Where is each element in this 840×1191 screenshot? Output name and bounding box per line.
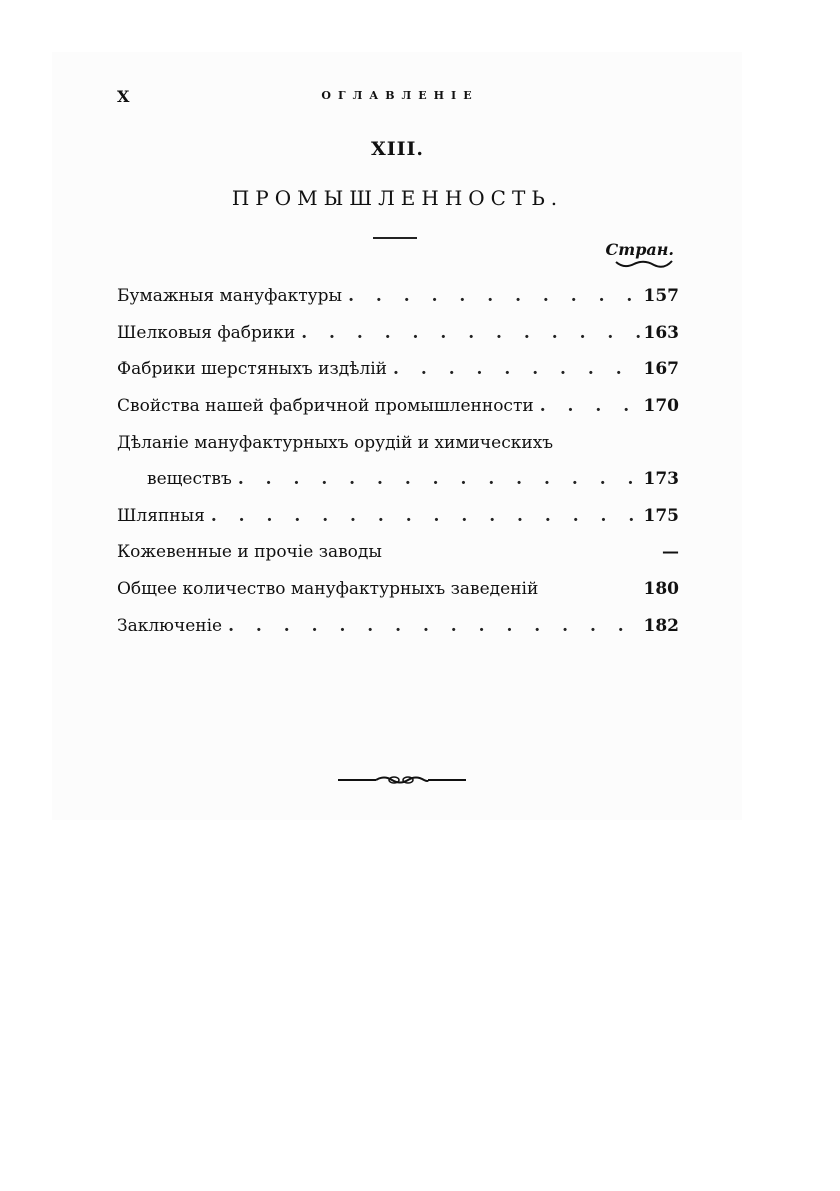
toc-entry[interactable] [117,315,679,352]
toc-entry-title: Свойства нашей фабричной промышленности [117,396,534,417]
dot-leader [222,616,643,636]
page-header [117,87,683,111]
page-column-label: Стран. [605,240,674,259]
toc-entry-title: Бумажныя мануфактуры [117,286,343,307]
toc-entry[interactable] [117,534,679,571]
dot-leader [205,506,643,526]
swash-ornament-icon [614,258,674,270]
section-title: ПРОМЫШЛЕННОСТЬ. [231,186,564,210]
toc-entry-page: 182 [643,615,679,636]
toc-entry-page: — [662,542,679,563]
running-title: ОГЛАВЛЕНІЕ [321,89,479,102]
toc-entry-page: 163 [643,322,679,343]
toc-entry-page: 170 [643,396,679,417]
toc-entry-page: 167 [643,359,679,380]
table-of-contents [117,278,679,644]
toc-entry[interactable] [117,388,679,425]
toc-entry[interactable] [117,424,679,497]
dot-leader [295,323,643,343]
toc-entry-title-continued: веществъ [147,469,232,490]
dot-leader [387,359,643,379]
end-ornament-icon [336,772,468,788]
divider-rule [373,237,417,239]
toc-entry-page: 175 [643,505,679,526]
dot-leader [534,396,643,416]
toc-entry-page: 157 [643,286,679,307]
toc-entry[interactable] [117,607,679,644]
page-number: X [117,87,131,106]
toc-entry[interactable] [117,498,679,535]
toc-entry-title: Заключеніе [117,615,223,636]
section-number: XIII. [370,138,425,160]
toc-entry[interactable] [117,278,679,315]
toc-entry-page: 173 [643,469,679,490]
dot-leader [232,469,643,489]
toc-entry-title: Общее количество мануфактурныхъ заведеній [117,579,539,600]
toc-entry-title: Дѣланіе мануфактурныхъ орудій и химическихъ [117,432,554,453]
toc-entry-page: 180 [643,579,679,600]
toc-entry[interactable] [117,351,679,388]
toc-entry-title: Кожевенные и прочіе заводы [117,542,382,563]
toc-entry-title: Фабрики шерстяныхъ издѣлій [117,359,388,380]
toc-entry-title: Шелковыя фабрики [117,322,296,343]
dot-leader [342,286,643,306]
toc-entry[interactable] [117,571,679,608]
toc-entry-title: Шляпныя [117,505,205,526]
